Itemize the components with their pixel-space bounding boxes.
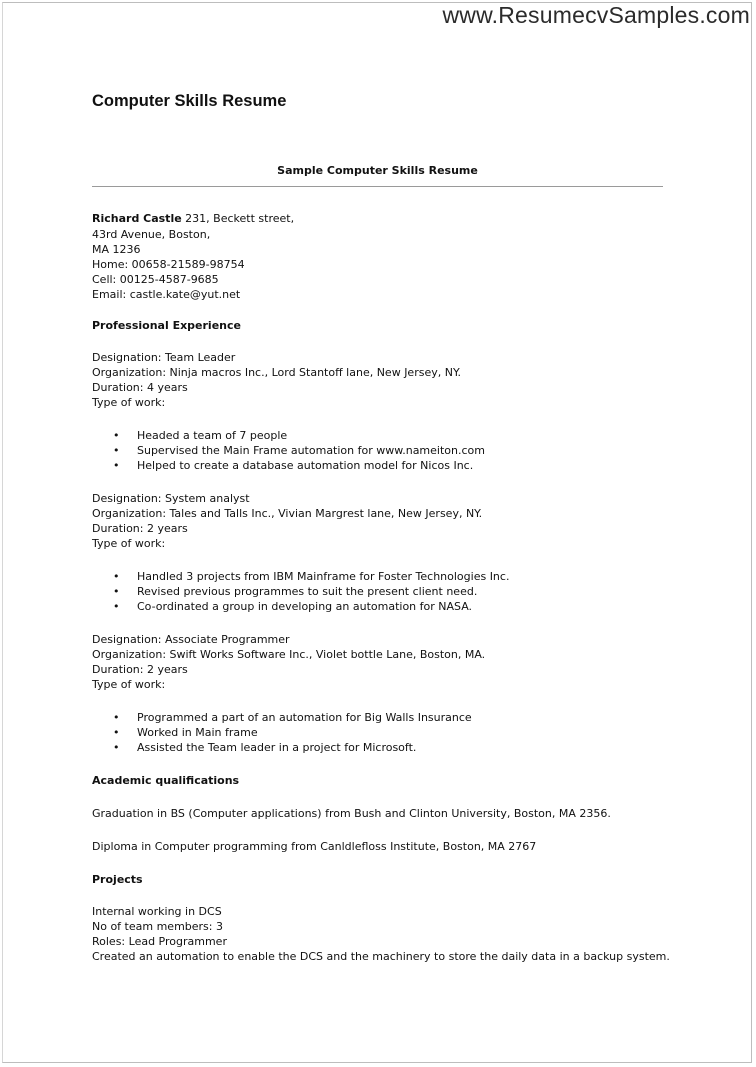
contact-address-2: 43rd Avenue, Boston, <box>92 228 211 241</box>
bullet-icon: • <box>113 726 120 739</box>
academics-heading: Academic qualifications <box>92 774 240 787</box>
job-designation: Designation: System analyst <box>92 492 250 505</box>
bullet-icon: • <box>113 570 120 583</box>
bullet-icon: • <box>113 429 120 442</box>
job-type-label: Type of work: <box>92 537 166 550</box>
job-organization: Organization: Ninja macros Inc., Lord Stantoff lane, New Jersey, NY. <box>92 366 461 379</box>
document-title: Computer Skills Resume <box>92 92 287 110</box>
contact-cell-phone: Cell: 00125-4587-9685 <box>92 273 219 286</box>
job-bullet-text: Worked in Main frame <box>137 726 258 739</box>
resume-subtitle: Sample Computer Skills Resume <box>277 164 478 177</box>
job-designation: Designation: Team Leader <box>92 351 236 364</box>
bullet-icon: • <box>113 444 120 457</box>
job-bullet-text: Co-ordinated a group in developing an automation for NASA. <box>137 600 473 613</box>
job-bullet-text: Headed a team of 7 people <box>137 429 288 442</box>
job-bullet-text: Revised previous programmes to suit the present client need. <box>137 585 478 598</box>
job-bullet-text: Assisted the Team leader in a project for Microsoft. <box>137 741 417 754</box>
contact-name-line <box>92 211 294 226</box>
bullet-icon: • <box>113 711 120 724</box>
contact-email: Email: castle.kate@yut.net <box>92 288 241 301</box>
bullet-icon: • <box>113 600 120 613</box>
academic-item: Graduation in BS (Computer applications) from Bush and Clinton University, Boston, MA 2356. <box>92 807 611 820</box>
job-duration: Duration: 4 years <box>92 381 188 394</box>
job-bullet-text: Programmed a part of an automation for Big Walls Insurance <box>137 711 472 724</box>
contact-name: Richard Castle <box>92 212 182 225</box>
experience-heading: Professional Experience <box>92 319 241 332</box>
bullet-icon: • <box>113 459 120 472</box>
bullet-icon: • <box>113 741 120 754</box>
project-line: No of team members: 3 <box>92 920 223 933</box>
bullet-icon: • <box>113 585 120 598</box>
contact-home-phone: Home: 00658-21589-98754 <box>92 258 245 271</box>
title-divider <box>92 186 663 187</box>
project-line: Internal working in DCS <box>92 905 222 918</box>
job-designation: Designation: Associate Programmer <box>92 633 290 646</box>
project-line: Created an automation to enable the DCS and the machinery to store the daily data in a backup system. <box>92 950 670 963</box>
projects-heading: Projects <box>92 873 143 886</box>
job-organization: Organization: Swift Works Software Inc., Violet bottle Lane, Boston, MA. <box>92 648 486 661</box>
job-bullet-text: Supervised the Main Frame automation for www.nameiton.com <box>137 444 485 457</box>
job-bullet-text: Helped to create a database automation model for Nicos Inc. <box>137 459 474 472</box>
watermark-url: www.ResumecvSamples.com <box>442 2 750 28</box>
contact-address-1: 231, Beckett street, <box>181 212 295 225</box>
job-bullet-text: Handled 3 projects from IBM Mainframe for Foster Technologies Inc. <box>137 570 510 583</box>
job-duration: Duration: 2 years <box>92 663 188 676</box>
project-line: Roles: Lead Programmer <box>92 935 227 948</box>
job-type-label: Type of work: <box>92 678 166 691</box>
contact-address-3: MA 1236 <box>92 243 141 256</box>
academic-item: Diploma in Computer programming from Canldlefloss Institute, Boston, MA 2767 <box>92 840 537 853</box>
job-type-label: Type of work: <box>92 396 166 409</box>
job-organization: Organization: Tales and Talls Inc., Vivian Margrest lane, New Jersey, NY. <box>92 507 483 520</box>
job-duration: Duration: 2 years <box>92 522 188 535</box>
